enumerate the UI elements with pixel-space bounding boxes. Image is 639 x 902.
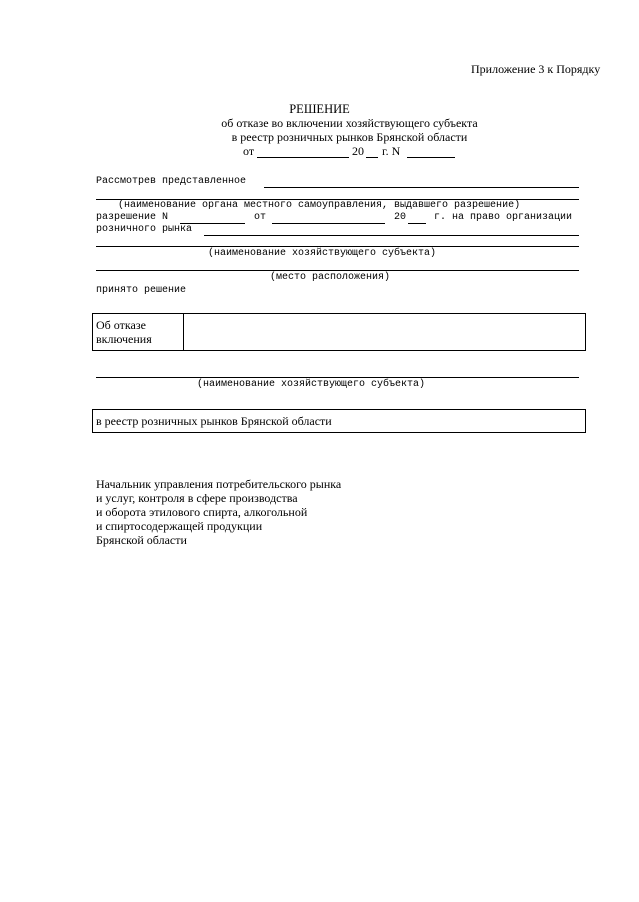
document-title: РЕШЕНИЕ: [289, 102, 350, 116]
permit-suffix: г. на право организации: [434, 212, 573, 223]
decision-box-divider: [183, 313, 184, 351]
decision-box-value[interactable]: [188, 318, 580, 346]
year-blank[interactable]: [366, 157, 378, 158]
authority-caption: (наименование органа местного самоуправления, выдавшего разрешение): [118, 200, 521, 211]
signature-line-1: Начальник управления потребительского рынка: [96, 477, 342, 491]
date-blank[interactable]: [257, 157, 349, 158]
year-suffix: г. N: [382, 144, 401, 158]
title-line-1: об отказе во включении хозяйствующего субъекта: [221, 116, 478, 130]
signature-line-3: и оборота этилового спирта, алкогольной: [96, 505, 308, 519]
decision-box-label-2: включения: [96, 332, 152, 346]
title-line-2: в реестр розничных рынков Брянской области: [231, 130, 468, 144]
signature-line-5: Брянской области: [96, 533, 187, 547]
reviewed-label: Рассмотрев представленное: [96, 176, 247, 187]
permit-year-prefix: 20: [394, 212, 407, 223]
decision-label: принято решение: [96, 285, 187, 296]
permit-from-label: от: [254, 212, 267, 223]
entity-caption-2: (наименование хозяйствующего субъекта): [197, 379, 426, 390]
year-prefix: 20: [352, 144, 364, 158]
appendix-label: Приложение 3 к Порядку: [471, 62, 601, 76]
market-blank[interactable]: [204, 235, 579, 236]
location-caption: (место расположения): [270, 272, 391, 283]
permit-label: разрешение N: [96, 212, 169, 223]
entity-blank-2[interactable]: [96, 377, 579, 378]
date-from-label: от: [243, 144, 255, 158]
decision-box-label-1: Об отказе: [96, 318, 146, 332]
permit-year-blank[interactable]: [408, 223, 426, 224]
entity-blank[interactable]: [96, 246, 579, 247]
signature-line-2: и услуг, контроля в сфере производства: [96, 491, 298, 505]
number-blank[interactable]: [407, 157, 455, 158]
permit-date-blank[interactable]: [272, 223, 385, 224]
entity-caption: (наименование хозяйствующего субъекта): [208, 248, 437, 259]
market-label: розничного рынка: [96, 224, 193, 235]
signature-line-4: и спиртосодержащей продукции: [96, 519, 263, 533]
reviewed-blank[interactable]: [264, 187, 579, 188]
location-blank[interactable]: [96, 270, 579, 271]
registry-box-text: в реестр розничных рынков Брянской области: [96, 414, 332, 428]
